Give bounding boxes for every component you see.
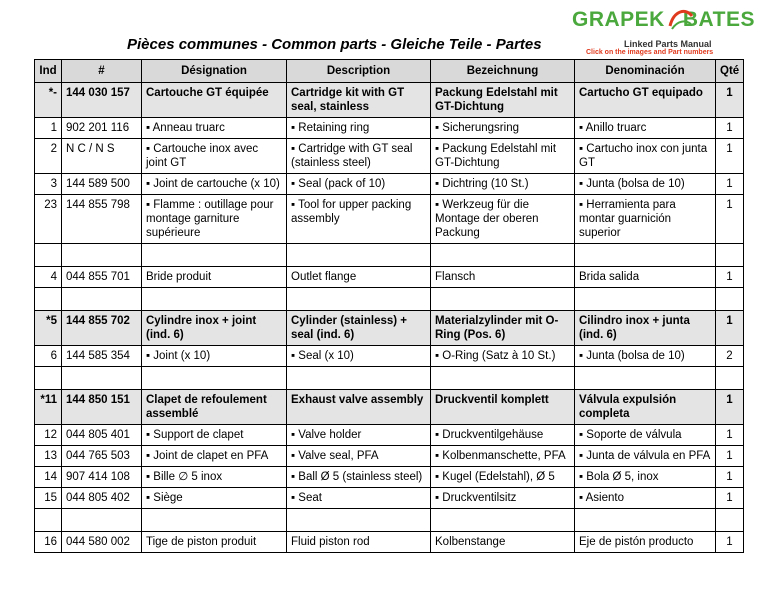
cell-qty: 1 (716, 488, 744, 509)
cell-bezeichnung: Materialzylinder mit O-Ring (Pos. 6) (431, 311, 575, 346)
cell-bezeichnung: ▪ Druckventilgehäuse (431, 425, 575, 446)
cell-designation (142, 244, 287, 267)
cell-part-number (62, 367, 142, 390)
cell-denominacion: ▪ Junta de válvula en PFA (575, 446, 716, 467)
cell-qty: 1 (716, 425, 744, 446)
cell-part-number[interactable]: 907 414 108 (62, 467, 142, 488)
cell-ind (35, 288, 62, 311)
cell-ind: 14 (35, 467, 62, 488)
cell-part-number[interactable]: 144 589 500 (62, 174, 142, 195)
cell-denominacion: Cilindro inox + junta (ind. 6) (575, 311, 716, 346)
table-row (35, 488, 744, 509)
header-ind: Ind (35, 60, 62, 83)
cell-bezeichnung: ▪ Dichtring (10 St.) (431, 174, 575, 195)
cell-denominacion (575, 288, 716, 311)
cell-description: ▪ Tool for upper packing assembly (287, 195, 431, 244)
cell-description: ▪ Ball Ø 5 (stainless steel) (287, 467, 431, 488)
cell-qty: 1 (716, 267, 744, 288)
table-row (35, 83, 744, 118)
cell-ind (35, 244, 62, 267)
logo-subtitle: Linked Parts Manual (624, 39, 712, 49)
cell-part-number[interactable]: 902 201 116 (62, 118, 142, 139)
table-row (35, 346, 744, 367)
cell-part-number[interactable]: 044 805 401 (62, 425, 142, 446)
cell-qty (716, 244, 744, 267)
cell-qty: 1 (716, 446, 744, 467)
cell-ind: *- (35, 83, 62, 118)
table-row (35, 311, 744, 346)
cell-qty: 1 (716, 390, 744, 425)
brand-right: BATES (682, 8, 755, 31)
cell-denominacion: ▪ Junta (bolsa de 10) (575, 174, 716, 195)
cell-part-number (62, 288, 142, 311)
table-row (35, 118, 744, 139)
cell-denominacion: ▪ Herramienta para montar guarnición superior (575, 195, 716, 244)
cell-qty: 1 (716, 532, 744, 553)
cell-designation: ▪ Siège (142, 488, 287, 509)
cell-qty: 2 (716, 346, 744, 367)
table-row (35, 288, 744, 311)
table-row (35, 267, 744, 288)
cell-bezeichnung: ▪ Sicherungsring (431, 118, 575, 139)
cell-description: ▪ Retaining ring (287, 118, 431, 139)
cell-part-number[interactable]: 044 805 402 (62, 488, 142, 509)
cell-denominacion: Eje de pistón producto (575, 532, 716, 553)
cell-part-number[interactable]: 144 850 151 (62, 390, 142, 425)
cell-description (287, 367, 431, 390)
cell-part-number[interactable]: 144 585 354 (62, 346, 142, 367)
cell-designation: ▪ Anneau truarc (142, 118, 287, 139)
parts-table-body (35, 83, 744, 553)
cell-description: Cylinder (stainless) + seal (ind. 6) (287, 311, 431, 346)
parts-table (34, 59, 744, 553)
cell-ind: 3 (35, 174, 62, 195)
header-description: Description (287, 60, 431, 83)
cell-part-number[interactable]: 144 030 157 (62, 83, 142, 118)
cell-description: ▪ Cartridge with GT seal (stainless steel) (287, 139, 431, 174)
cell-part-number (62, 509, 142, 532)
cell-designation: Bride produit (142, 267, 287, 288)
cell-denominacion: Brida salida (575, 267, 716, 288)
cell-bezeichnung: ▪ O-Ring (Satz à 10 St.) (431, 346, 575, 367)
cell-bezeichnung (431, 288, 575, 311)
cell-qty: 1 (716, 174, 744, 195)
cell-designation (142, 288, 287, 311)
cell-ind: *11 (35, 390, 62, 425)
table-row (35, 390, 744, 425)
cell-bezeichnung: ▪ Kolbenmanschette, PFA (431, 446, 575, 467)
cell-description: ▪ Seal (pack of 10) (287, 174, 431, 195)
cell-ind: 13 (35, 446, 62, 467)
cell-denominacion (575, 244, 716, 267)
cell-qty (716, 288, 744, 311)
cell-description: Exhaust valve assembly (287, 390, 431, 425)
cell-ind (35, 367, 62, 390)
header-denominacion: Denominación (575, 60, 716, 83)
cell-part-number[interactable]: N C / N S (62, 139, 142, 174)
logo-tagline: Click on the images and Part numbers (586, 49, 714, 56)
table-row (35, 509, 744, 532)
cell-bezeichnung (431, 244, 575, 267)
cell-description: Cartridge kit with GT seal, stainless (287, 83, 431, 118)
cell-designation: ▪ Support de clapet (142, 425, 287, 446)
cell-part-number[interactable]: 044 765 503 (62, 446, 142, 467)
cell-bezeichnung: ▪ Kugel (Edelstahl), Ø 5 (431, 467, 575, 488)
table-row (35, 467, 744, 488)
cell-description (287, 509, 431, 532)
cell-description: ▪ Seat (287, 488, 431, 509)
cell-denominacion: ▪ Anillo truarc (575, 118, 716, 139)
cell-qty: 1 (716, 311, 744, 346)
cell-designation: ▪ Joint de clapet en PFA (142, 446, 287, 467)
cell-designation: ▪ Bille ∅ 5 inox (142, 467, 287, 488)
cell-bezeichnung: ▪ Packung Edelstahl mit GT-Dichtung (431, 139, 575, 174)
cell-designation: ▪ Joint de cartouche (x 10) (142, 174, 287, 195)
cell-qty (716, 509, 744, 532)
cell-designation: Cylindre inox + joint (ind. 6) (142, 311, 287, 346)
cell-description (287, 288, 431, 311)
cell-qty: 1 (716, 118, 744, 139)
brand-left: GRAPEK (572, 8, 665, 31)
table-row (35, 195, 744, 244)
cell-designation: Clapet de refoulement assemblé (142, 390, 287, 425)
cell-designation: ▪ Joint (x 10) (142, 346, 287, 367)
table-row (35, 446, 744, 467)
cell-ind: 4 (35, 267, 62, 288)
brand-logo (562, 6, 754, 58)
page-title: Pièces communes - Common parts - Gleiche Teile - Partes (127, 36, 542, 53)
table-row (35, 532, 744, 553)
header-bezeichnung: Bezeichnung (431, 60, 575, 83)
cell-bezeichnung: ▪ Werkzeug für die Montage der oberen Packung (431, 195, 575, 244)
cell-denominacion (575, 509, 716, 532)
table-row (35, 425, 744, 446)
cell-ind: *5 (35, 311, 62, 346)
table-row (35, 367, 744, 390)
cell-bezeichnung: Flansch (431, 267, 575, 288)
cell-description: ▪ Seal (x 10) (287, 346, 431, 367)
cell-denominacion: Cartucho GT equipado (575, 83, 716, 118)
cell-designation: Tige de piston produit (142, 532, 287, 553)
cell-bezeichnung (431, 367, 575, 390)
cell-description: Outlet flange (287, 267, 431, 288)
cell-designation: ▪ Cartouche inox avec joint GT (142, 139, 287, 174)
brand-name (572, 8, 755, 32)
cell-denominacion: Válvula expulsión completa (575, 390, 716, 425)
cell-denominacion: ▪ Bola Ø 5, inox (575, 467, 716, 488)
cell-bezeichnung: Druckventil komplett (431, 390, 575, 425)
header-number: # (62, 60, 142, 83)
cell-part-number[interactable]: 144 855 798 (62, 195, 142, 244)
cell-denominacion: ▪ Asiento (575, 488, 716, 509)
cell-part-number[interactable]: 144 855 702 (62, 311, 142, 346)
cell-ind: 15 (35, 488, 62, 509)
cell-designation (142, 367, 287, 390)
cell-part-number[interactable]: 044 855 701 (62, 267, 142, 288)
cell-ind (35, 509, 62, 532)
cell-description: Fluid piston rod (287, 532, 431, 553)
cell-qty (716, 367, 744, 390)
cell-ind: 2 (35, 139, 62, 174)
cell-denominacion: ▪ Cartucho inox con junta GT (575, 139, 716, 174)
cell-designation: Cartouche GT équipée (142, 83, 287, 118)
cell-ind: 1 (35, 118, 62, 139)
cell-bezeichnung: Packung Edelstahl mit GT-Dichtung (431, 83, 575, 118)
cell-designation: ▪ Flamme : outillage pour montage garniture supérieure (142, 195, 287, 244)
cell-bezeichnung: ▪ Druckventilsitz (431, 488, 575, 509)
cell-part-number[interactable]: 044 580 002 (62, 532, 142, 553)
cell-ind: 23 (35, 195, 62, 244)
cell-qty: 1 (716, 195, 744, 244)
cell-qty: 1 (716, 83, 744, 118)
cell-description: ▪ Valve seal, PFA (287, 446, 431, 467)
cell-designation (142, 509, 287, 532)
cell-ind: 16 (35, 532, 62, 553)
cell-description: ▪ Valve holder (287, 425, 431, 446)
cell-denominacion (575, 367, 716, 390)
cell-qty: 1 (716, 139, 744, 174)
cell-denominacion: ▪ Soporte de válvula (575, 425, 716, 446)
cell-ind: 12 (35, 425, 62, 446)
table-header-row (35, 60, 744, 83)
header-qty: Qté (716, 60, 744, 83)
table-row (35, 244, 744, 267)
cell-part-number (62, 244, 142, 267)
cell-denominacion: ▪ Junta (bolsa de 10) (575, 346, 716, 367)
table-row (35, 139, 744, 174)
table-row (35, 174, 744, 195)
header-designation: Désignation (142, 60, 287, 83)
cell-qty: 1 (716, 467, 744, 488)
cell-description (287, 244, 431, 267)
swoosh-icon (668, 6, 694, 32)
cell-bezeichnung: Kolbenstange (431, 532, 575, 553)
cell-bezeichnung (431, 509, 575, 532)
cell-ind: 6 (35, 346, 62, 367)
